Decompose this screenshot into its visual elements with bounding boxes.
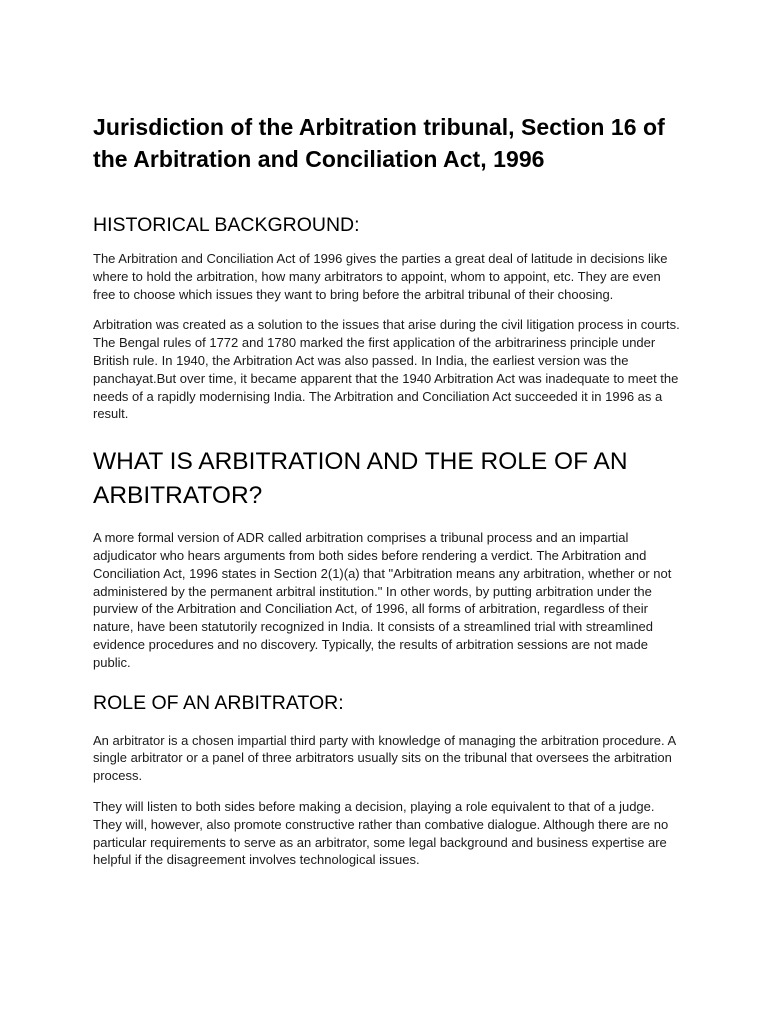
paragraph-what-is-arbitration-1: A more formal version of ADR called arbitration comprises a tribunal process and an impartial adjudicator who hears arguments from both sides before rendering a verdict. The Arbitration and Conciliation Act, 1996 states in Section 2(1)(a) that "Arbitration means any arbitration, whether or not administered by the permanent arbitral institution." In other words, by putting arbitration under the purview of the Arbitration and Conciliation Act, of 1996, all forms of arbitration, regardless of their nature, have been statutorily recognized in India. It consists of a streamlined trial with streamlined evidence procedures and no discovery. Typically, the results of arbitration sessions are not made public. [93,530,672,670]
section-heading-historical-background: HISTORICAL BACKGROUND: [93,214,360,236]
paragraph-historical-1: The Arbitration and Conciliation Act of 1996 gives the parties a great deal of latitude in decisions like where to hold the arbitration, how many arbitrators to appoint, whom to appoint, etc. They are even free to choose which issues they want to bring before the arbitral tribunal of their choosing. [93,251,668,302]
paragraph-role-1: An arbitrator is a chosen impartial third party with knowledge of managing the arbitration procedure. A single arbitrator or a panel of three arbitrators usually sits on the tribunal that oversees the arbitration process. [93,732,676,784]
section-heading-what-is-arbitration: WHAT IS ARBITRATION AND THE ROLE OF AN ARBITRATOR? [93,448,628,510]
section-heading-role-of-arbitrator: ROLE OF AN ARBITRATOR: [93,691,344,714]
document-title: Jurisdiction of the Arbitration tribunal, Section 16 of the Arbitration and Conciliation Act, 1996 [93,114,665,172]
document-content [93,111,683,869]
paragraph-historical-2: Arbitration was created as a solution to the issues that arise during the civil litigation process in courts. The Bengal rules of 1772 and 1780 marked the first application of the arbitrariness principle under British rule. In 1940, the Arbitration Act was also passed. In India, the earliest version was the panchayat.But over time, it became apparent that the 1940 Arbitration Act was inadequate to meet the needs of a rapidly modernising India. The Arbitration and Conciliation Act succeeded it in 1996 as a result. [93,317,680,422]
paragraph-role-2: They will listen to both sides before making a decision, playing a role equivalent to that of a judge. They will, however, also promote constructive rather than combative dialogue. Although there are no particular requirements to serve as an arbitrator, some legal background and business expertise are helpful if the disagreement involves technological issues. [93,798,669,868]
